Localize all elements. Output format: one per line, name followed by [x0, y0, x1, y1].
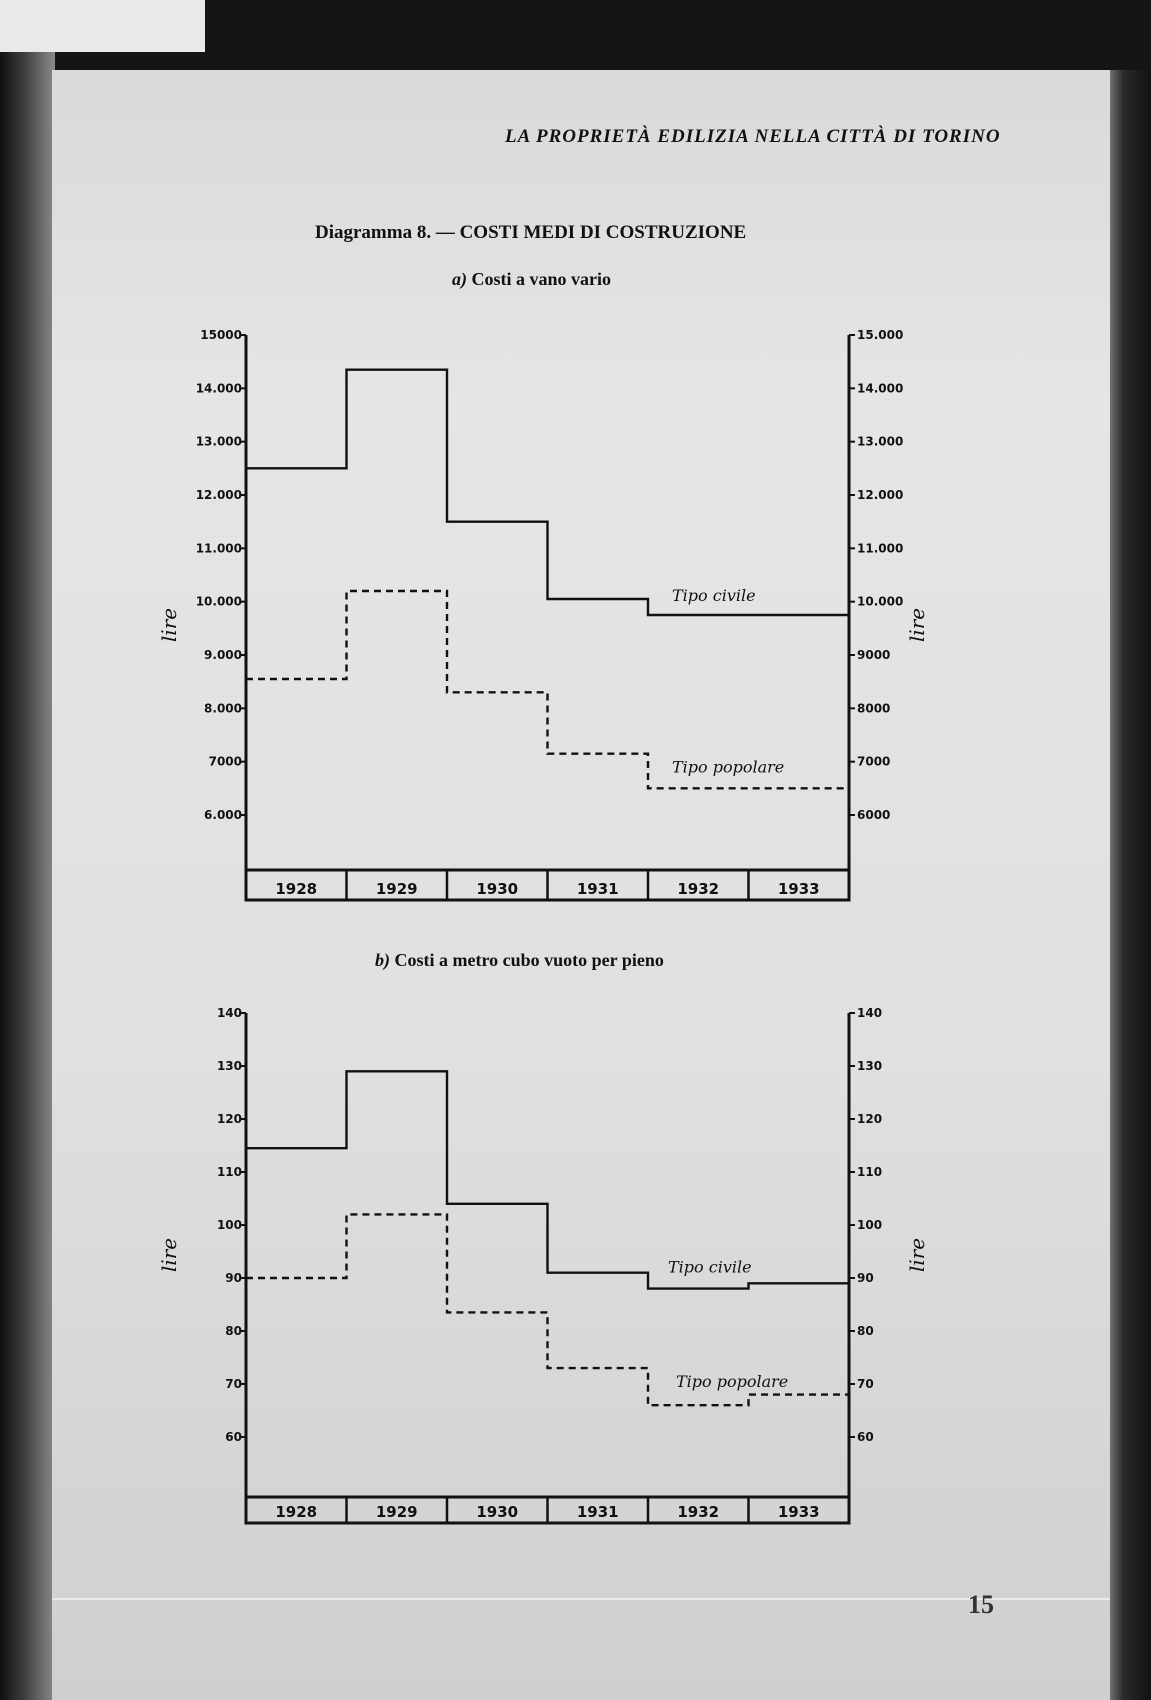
- chart-a-y-tick-label-right: 6000: [857, 808, 891, 822]
- chart-a-x-tick-label: 1933: [777, 880, 820, 898]
- chart-a-y-axis-label-left: lire: [157, 607, 181, 643]
- chart-b-y-tick-label-right: 120: [857, 1112, 883, 1126]
- chart-b-x-tick-label: 1933: [777, 1503, 820, 1521]
- chart-a-y-tick-label-left: 12.000: [195, 488, 242, 502]
- chart-b-x-tick-label: 1929: [375, 1503, 418, 1521]
- chart-a-y-tick-label-right: 15.000: [857, 328, 904, 342]
- chart-a-y-tick-label-right: 8000: [857, 701, 891, 716]
- chart-a-x-tick-label: 1932: [677, 880, 720, 898]
- chart-a-y-tick-label-right: 13.000: [857, 434, 904, 449]
- chart-b-x-tick-label: 1928: [275, 1503, 318, 1521]
- chart-b-subtitle-letter: b): [375, 950, 390, 970]
- chart-b-y-tick-label-right: 70: [857, 1377, 874, 1391]
- running-head: LA PROPRIETÀ EDILIZIA NELLA CITTÀ DI TORINO: [505, 126, 1001, 147]
- chart-b-y-tick-label-right: 100: [857, 1218, 883, 1232]
- chart-a-y-tick-label-right: 10.000: [857, 594, 904, 609]
- chart-a-x-tick-label: 1929: [375, 880, 418, 898]
- chart-b-y-tick-label-right: 110: [857, 1165, 883, 1179]
- chart-b-y-tick-label-left: 80: [225, 1324, 242, 1338]
- chart-b-y-tick-label-left: 120: [216, 1112, 242, 1126]
- chart-b-x-tick-label: 1931: [576, 1503, 619, 1521]
- chart-a-subtitle-letter: a): [452, 269, 467, 289]
- chart-a-series-label-tipo-popolare: Tipo popolare: [672, 757, 785, 777]
- chart-a-subtitle-text: Costi a vano vario: [471, 269, 611, 289]
- chart-a-y-tick-label-right: 14.000: [857, 381, 904, 396]
- chart-b-x-tick-label: 1932: [677, 1503, 720, 1521]
- chart-a-y-tick-label-right: 12.000: [857, 488, 904, 502]
- chart-a-y-tick-label-left: 9.000: [204, 648, 242, 662]
- chart-a-y-tick-label-left: 15000: [200, 328, 242, 342]
- diagram-title: Diagramma 8. — COSTI MEDI DI COSTRUZIONE: [315, 222, 747, 243]
- chart-a-y-axis-label-right: lire: [905, 607, 929, 643]
- chart-a-y-tick-label-left: 8.000: [204, 701, 242, 716]
- chart-a-y-tick-label-right: 9000: [857, 648, 891, 662]
- chart-a-series-label-tipo-civile: Tipo civile: [672, 586, 756, 605]
- chart-b-y-tick-label-left: 140: [216, 1006, 242, 1020]
- chart-a-y-tick-label-left: 10.000: [195, 594, 242, 609]
- chart-b-y-tick-label-left: 110: [216, 1165, 242, 1179]
- chart-b-series-tipo-civile-line: [246, 1071, 849, 1288]
- chart-b-series-label-tipo-civile: Tipo civile: [668, 1257, 752, 1277]
- chart-b-subtitle-text: Costi a metro cubo vuoto per pieno: [394, 950, 664, 970]
- page-number: 15: [968, 1590, 994, 1619]
- chart-b-y-tick-label-left: 90: [225, 1271, 242, 1285]
- chart-b-y-axis-label-right: lire: [905, 1237, 929, 1273]
- chart-b-y-tick-label-right: 140: [857, 1006, 883, 1020]
- chart-a-x-tick-label: 1930: [476, 880, 519, 898]
- chart-b-y-tick-label-right: 90: [857, 1271, 874, 1285]
- chart-a-y-tick-label-left: 7000: [208, 754, 242, 769]
- chart-b-y-tick-label-left: 70: [225, 1377, 242, 1391]
- chart-b-y-tick-label-left: 100: [216, 1218, 242, 1232]
- chart-a-y-tick-label-right: 11.000: [857, 541, 904, 556]
- chart-b-series-label-tipo-popolare: Tipo popolare: [676, 1372, 789, 1392]
- chart-b-y-tick-label-left: 130: [216, 1059, 242, 1073]
- chart-a-y-tick-label-right: 7000: [857, 754, 891, 769]
- chart-b-y-tick-label-right: 80: [857, 1324, 874, 1338]
- chart-a-x-tick-label: 1931: [576, 880, 619, 898]
- chart-b-y-tick-label-right: 60: [857, 1430, 874, 1444]
- chart-b-y-axis-label-left: lire: [157, 1237, 181, 1273]
- chart-b-y-tick-label-right: 130: [857, 1059, 883, 1073]
- chart-b-y-tick-label-left: 60: [225, 1430, 242, 1444]
- chart-b-x-tick-label: 1930: [476, 1503, 519, 1521]
- chart-a-y-tick-label-left: 6.000: [204, 808, 242, 822]
- chart-a-y-tick-label-left: 14.000: [195, 381, 242, 396]
- chart-a-y-tick-label-left: 11.000: [195, 541, 242, 556]
- chart-a-y-tick-label-left: 13.000: [195, 434, 242, 449]
- chart-a-x-tick-label: 1928: [275, 880, 318, 898]
